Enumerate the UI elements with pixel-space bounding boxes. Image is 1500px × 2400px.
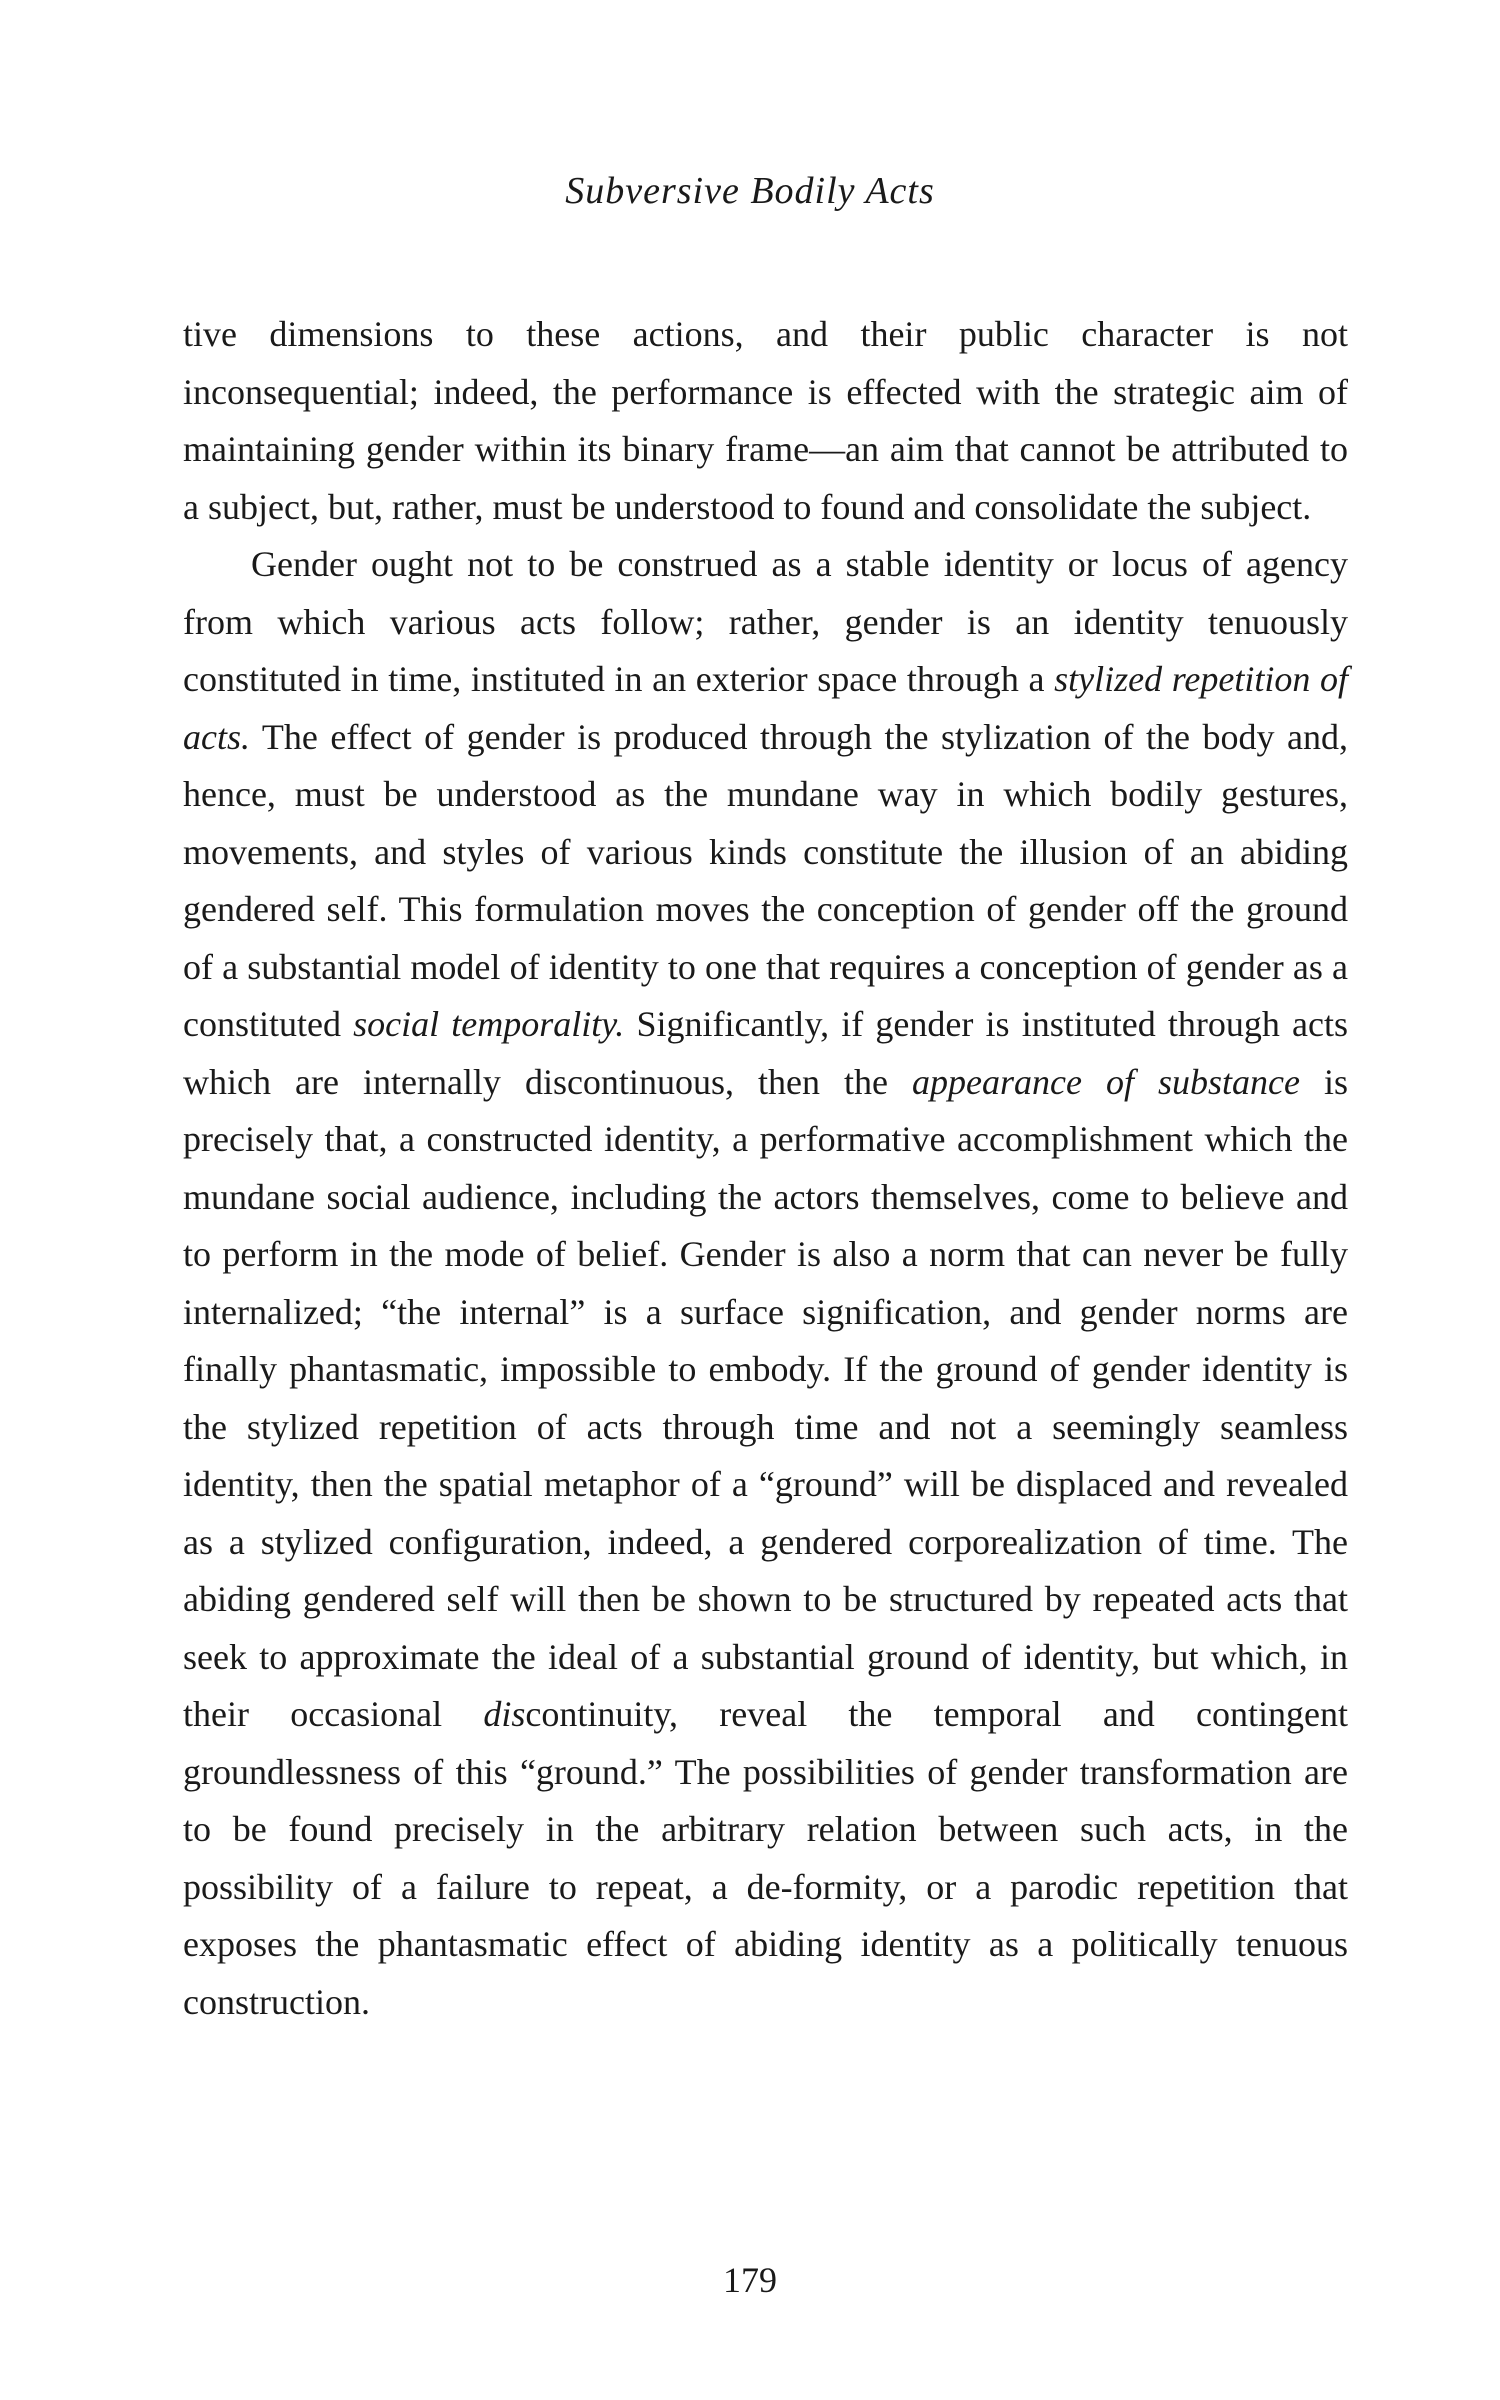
emphasis-stylized-repetition: stylized repetition of acts. (183, 659, 1348, 757)
paragraph-2-text: Significantly, if gender is instituted through acts which are internally discontinuous, then the (183, 1004, 1348, 1102)
body-text (183, 306, 1348, 2031)
paragraph-2-text: is precisely that, a constructed identity, a performative accomplishment which the mundane social audience, including the actors themselves, come to believe and to perform in the mode of belief. Gender is also a norm that can never be fully internalized; “the internal” is a surface signification, and gender norms are finally phantasmatic, impossible to embody. If the ground of gender identity is the stylized repetition of acts through time and not a seemingly seamless identity, then the spatial metaphor of a “ground” will be displaced and revealed as a stylized configuration, indeed, a gendered corporealization of time. The abiding gendered self will then be shown to be structured by repeated acts that seek to approximate the ideal of a substantial ground of identity, but which, in their occasional (183, 1061, 1349, 1734)
paragraph-2-text: The effect of gender is produced through the stylization of the body and, hence, must be understood as the mundane way in which bodily gestures, movements, and styles of various kinds constitute the illusion of an abiding gendered self. This formulation moves the conception of gender off the ground of a substantial model of identity to one that requires a conception of gender as a constituted (183, 716, 1348, 1044)
paragraph-2-text: continuity, reveal the temporal and contingent groundlessness of this “ground.” The possibilities of gender transformation are to be found precisely in the arbitrary relation between such acts, in the possibility of a failure to repeat, a de-formity, or a parodic repetition that exposes the phantasmatic effect of abiding identity as a politically tenuous construction. (183, 1694, 1348, 2022)
paragraph-2-text: Gender ought not to be construed as a stable identity or locus of agency from which various acts follow; rather, gender is an identity tenuously constituted in time, instituted in an exterior space through a (183, 544, 1348, 699)
paragraph-2 (183, 536, 1348, 2031)
emphasis-appearance-of-substance: appearance of substance (911, 1061, 1300, 1102)
running-head: Subversive Bodily Acts (565, 170, 935, 212)
paragraph-1 (183, 306, 1348, 536)
page-number: 179 (723, 2260, 777, 2300)
emphasis-dis: dis (483, 1694, 526, 1734)
emphasis-social-temporality: social temporality. (353, 1004, 625, 1044)
paragraph-1-text: tive dimensions to these actions, and their public character is not inconsequential; indeed, the performance is effected with the strategic aim of maintaining gender within its binary frame—an aim that cannot be attributed to a subject, but, rather, must be understood to found and consolidate the subject. (183, 314, 1348, 527)
